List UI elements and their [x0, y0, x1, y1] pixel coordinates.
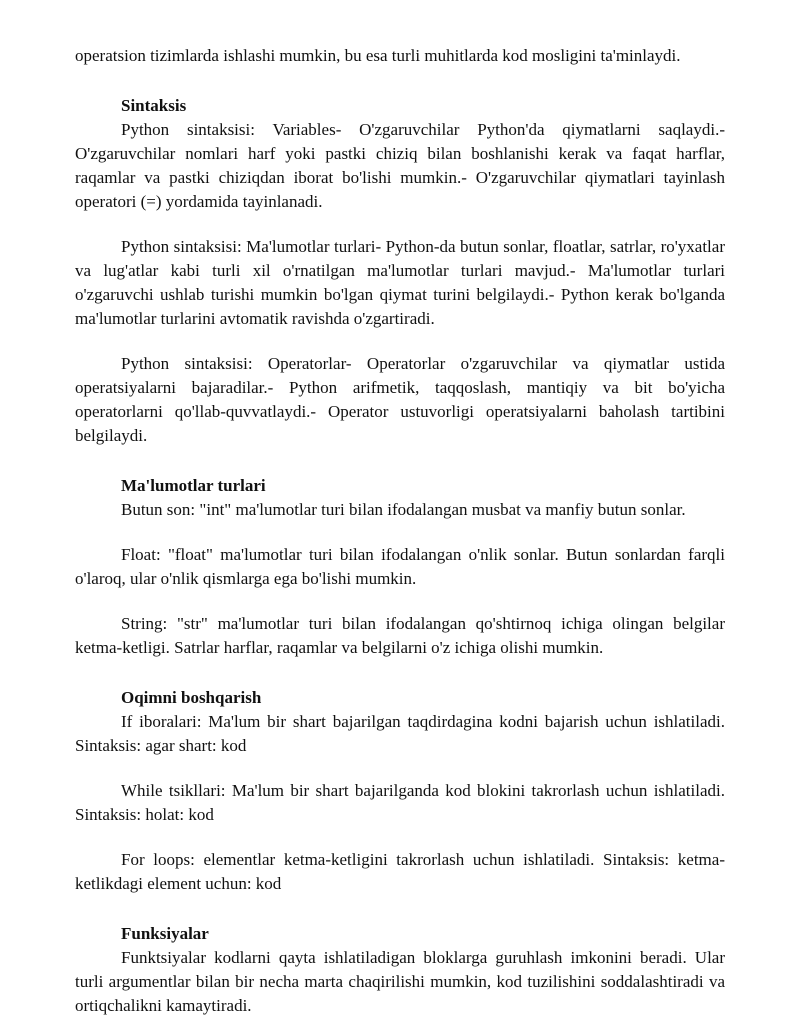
section-heading-funksiyalar: Funksiyalar [121, 924, 209, 943]
document-page [75, 44, 725, 1018]
paragraph-string: String: "str" ma'lumotlar turi bilan ifodalangan qo'shtirnoq ichiga olingan belgilar ketma-ketligi. Satrlar harflar, raqamlar va belgilarni o'z ichiga olishi mumkin. [75, 614, 725, 657]
paragraph-operators: Python sintaksisi: Operatorlar- Operatorlar o'zgaruvchilar va qiymatlar ustida operatsiyalarni bajaradilar.- Python arifmetik, taqqoslash, mantiqiy va bit bo'yicha operatorlarni qo'llab-quvvatlaydi.- Operator ustuvorligi operatsiyalarni baholash tartibini belgilaydi. [75, 354, 725, 445]
paragraph-integer: Butun son: "int" ma'lumotlar turi bilan ifodalangan musbat va manfiy butun sonlar. [121, 500, 686, 519]
paragraph-for-loops: For loops: elementlar ketma-ketligini takrorlash uchun ishlatiladi. Sintaksis: ketma-ketlikdagi element uchun: kod [75, 850, 725, 893]
intro-paragraph: operatsion tizimlarda ishlashi mumkin, bu esa turli muhitlarda kod mosligini ta'minlaydi. [75, 46, 681, 65]
paragraph-if-statements: If iboralari: Ma'lum bir shart bajarilgan taqdirdagina kodni bajarish uchun ishlatiladi. Sintaksis: agar shart: kod [75, 712, 725, 755]
section-heading-sintaksis: Sintaksis [121, 96, 187, 115]
paragraph-float: Float: "float" ma'lumotlar turi bilan ifodalangan o'nlik sonlar. Butun sonlardan farqli o'laroq, ular o'nlik qismlarga ega bo'lishi mumkin. [75, 545, 725, 588]
paragraph-variables: Python sintaksisi: Variables- O'zgaruvchilar Python'da qiymatlarni saqlaydi.- O'zgaruvchilar nomlari harf yoki pastki chiziq bilan boshlanishi kerak va faqat harflar, raqamlar va pastki chiziqdan iborat bo'lishi mumkin.- O'zgaruvchilar qiymatlari tayinlash operatori (=) yordamida tayinlanadi. [75, 120, 725, 211]
paragraph-while-loops: While tsikllari: Ma'lum bir shart bajarilganda kod blokini takrorlash uchun ishlatiladi. Sintaksis: holat: kod [75, 781, 725, 824]
section-heading-oqimni-boshqarish: Oqimni boshqarish [121, 688, 262, 707]
paragraph-data-types-syntax: Python sintaksisi: Ma'lumotlar turlari- Python-da butun sonlar, floatlar, satrlar, ro'yxatlar va lug'atlar kabi turli xil o'rnatilgan ma'lumotlar turlari mavjud.- Ma'lumotlar turlari o'zgaruvchi ushlab turishi mumkin bo'lgan qiymat turini belgilaydi.- Python kerak bo'lganda ma'lumotlar turlarini avtomatik ravishda o'zgartiradi. [75, 237, 725, 328]
section-heading-malumotlar-turlari: Ma'lumotlar turlari [121, 476, 266, 495]
paragraph-functions: Funktsiyalar kodlarni qayta ishlatiladigan bloklarga guruhlash imkonini beradi. Ular turli argumentlar bilan bir necha marta chaqirilishi mumkin, kod tuzilishini soddalashtiradi va ortiqchalikni kamaytiradi. [75, 948, 725, 1015]
